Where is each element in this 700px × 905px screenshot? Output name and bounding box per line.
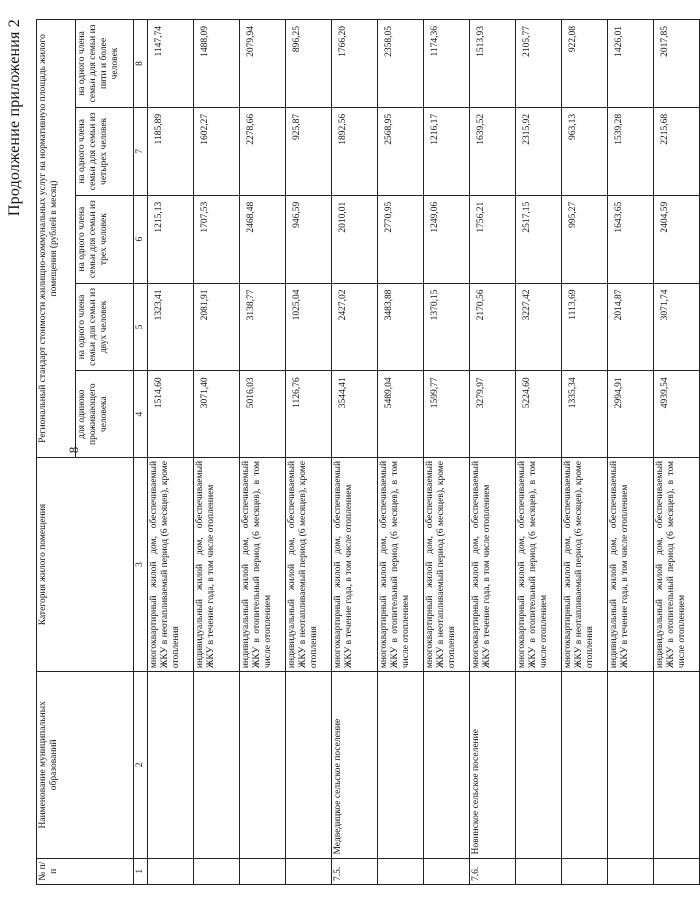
- row-value: 925,87: [285, 107, 331, 195]
- row-value: 2994,91: [607, 371, 653, 458]
- row-category: индивидуальный жилой дом, обеспечиваемый ЖКУ в отопительный период (6 месяцев), в том числе отоплением: [653, 457, 699, 671]
- row-number: [193, 858, 239, 884]
- row-value: 1323,41: [147, 283, 193, 371]
- row-number: [377, 858, 423, 884]
- table-row: [423, 20, 469, 885]
- row-category: многоквартирный жилой дом, обеспечиваемый ЖКУ в неотапливаемый период (6 месяцев), кроме отопления: [147, 457, 193, 671]
- row-value: 922,08: [561, 20, 607, 108]
- row-value: 1599,77: [423, 371, 469, 458]
- row-number: [561, 858, 607, 884]
- table-row: [147, 20, 193, 885]
- row-value: 2315,92: [515, 107, 561, 195]
- row-value: 1426,01: [607, 20, 653, 108]
- row-municipality: [239, 672, 285, 858]
- row-value: 2358,05: [377, 20, 423, 108]
- header-no: № п/п: [37, 858, 134, 884]
- row-value: 896,25: [285, 20, 331, 108]
- row-value: 1892,56: [331, 107, 377, 195]
- row-value: 1335,34: [561, 371, 607, 458]
- row-municipality: [607, 672, 653, 858]
- row-value: 5489,04: [377, 371, 423, 458]
- appendix-subtitle: Продолжение приложения 2: [6, 19, 23, 217]
- row-value: 1766,20: [331, 20, 377, 108]
- row-value: 1216,17: [423, 107, 469, 195]
- row-value: 2010,01: [331, 195, 377, 283]
- row-value: 1756,21: [469, 195, 515, 283]
- row-value: 2170,56: [469, 283, 515, 371]
- row-value: 2017,85: [653, 20, 699, 108]
- row-value: 1370,15: [423, 283, 469, 371]
- row-value: 2770,95: [377, 195, 423, 283]
- table-row: [561, 20, 607, 885]
- index-cell: 6: [134, 195, 148, 283]
- row-municipality: [147, 672, 193, 858]
- row-category: многоквартирный жилой дом, обеспечиваемый ЖКУ в неотапливаемый период (6 месяцев), кроме отопления: [561, 457, 607, 671]
- row-value: 5224,60: [515, 371, 561, 458]
- row-value: 2568,95: [377, 107, 423, 195]
- row-value: 1215,13: [147, 195, 193, 283]
- row-number: [653, 858, 699, 884]
- table-row: [239, 20, 285, 885]
- row-category: многоквартирный жилой дом, обеспечиваемый ЖКУ в течение года, в том числе отоплением: [331, 457, 377, 671]
- row-number: 7.5.: [331, 858, 377, 884]
- row-value: 2215,68: [653, 107, 699, 195]
- row-municipality: [653, 672, 699, 858]
- row-value: 1602,27: [193, 107, 239, 195]
- table-row: [331, 20, 377, 885]
- row-municipality: [561, 672, 607, 858]
- header-sub-1: для одиноко проживающего человека: [76, 371, 134, 458]
- header-sub-4: на одного члена семьи для семьи из четырех человек: [76, 107, 134, 195]
- row-value: 3071,74: [653, 283, 699, 371]
- row-value: 3279,97: [469, 371, 515, 458]
- row-value: 3138,77: [239, 283, 285, 371]
- row-municipality: [423, 672, 469, 858]
- row-value: 1643,65: [607, 195, 653, 283]
- row-value: 1185,89: [147, 107, 193, 195]
- table-row: [377, 20, 423, 885]
- row-value: 1513,93: [469, 20, 515, 108]
- table-row: [607, 20, 653, 885]
- row-value: 2014,87: [607, 283, 653, 371]
- row-category: индивидуальный жилой дом, обеспечиваемый ЖКУ в неотапливаемый период (6 месяцев), кроме отопления: [285, 457, 331, 671]
- row-number: [239, 858, 285, 884]
- row-value: 1147,74: [147, 20, 193, 108]
- row-value: 2081,91: [193, 283, 239, 371]
- row-value: 3071,40: [193, 371, 239, 458]
- row-value: 5016,03: [239, 371, 285, 458]
- header-category: Категория жилого помещения: [37, 457, 134, 671]
- row-value: 2468,48: [239, 195, 285, 283]
- row-value: 1025,04: [285, 283, 331, 371]
- row-municipality: [515, 672, 561, 858]
- row-municipality: [377, 672, 423, 858]
- row-value: 946,59: [285, 195, 331, 283]
- index-cell: 8: [134, 20, 148, 108]
- row-value: 2517,15: [515, 195, 561, 283]
- page-number: 8: [66, 446, 81, 454]
- row-value: 1514,60: [147, 371, 193, 458]
- row-category: многоквартирный жилой дом, обеспечиваемый ЖКУ в течение года, в том числе отоплением: [469, 457, 515, 671]
- row-value: 1539,28: [607, 107, 653, 195]
- row-number: [515, 858, 561, 884]
- row-category: многоквартирный жилой дом, обеспечиваемый ЖКУ в отопительный период (6 месяцев), в том числе отоплением: [377, 457, 423, 671]
- row-number: [147, 858, 193, 884]
- table-row: [193, 20, 239, 885]
- row-number: [285, 858, 331, 884]
- row-value: 1488,09: [193, 20, 239, 108]
- header-sub-3: на одного члена семьи для семьи из трех человек: [76, 195, 134, 283]
- index-cell: 4: [134, 371, 148, 458]
- row-value: 4939,54: [653, 371, 699, 458]
- row-value: 3483,88: [377, 283, 423, 371]
- row-value: 1174,36: [423, 20, 469, 108]
- row-municipality: Медведицкое сельское поселение: [331, 672, 377, 858]
- index-row: [134, 20, 148, 885]
- standards-table: [36, 19, 700, 885]
- row-value: 963,13: [561, 107, 607, 195]
- table-row: [285, 20, 331, 885]
- row-value: 1707,53: [193, 195, 239, 283]
- row-category: индивидуальный жилой дом, обеспечиваемый ЖКУ в течение года, в том числе отоплением: [607, 457, 653, 671]
- header-standard: Региональный стандарт стоимости жилищно-коммунальных услуг на нормативную площадь жилого помещения (рублей в месяц): [37, 20, 76, 458]
- row-municipality: Новинское сельское поселение: [469, 672, 515, 858]
- row-municipality: [193, 672, 239, 858]
- row-number: [423, 858, 469, 884]
- index-cell: 1: [134, 858, 148, 884]
- row-value: 2404,59: [653, 195, 699, 283]
- row-category: индивидуальный жилой дом, обеспечиваемый ЖКУ в течение года, в том числе отоплением: [193, 457, 239, 671]
- row-value: 2427,02: [331, 283, 377, 371]
- row-municipality: [285, 672, 331, 858]
- row-value: 3227,42: [515, 283, 561, 371]
- table-row: [515, 20, 561, 885]
- row-number: [607, 858, 653, 884]
- index-cell: 2: [134, 672, 148, 858]
- index-cell: 3: [134, 457, 148, 671]
- row-number: 7.6.: [469, 858, 515, 884]
- header-sub-5: на одного члена семьи для семьи из пяти и более человек: [76, 20, 134, 108]
- row-category: индивидуальный жилой дом, обеспечиваемый ЖКУ в отопительный период (6 месяцев), в том числе отоплением: [239, 457, 285, 671]
- header-municipality: Наименование муниципальных образований: [37, 672, 134, 858]
- row-category: многоквартирный жилой дом, обеспечиваемый ЖКУ в неотапливаемый период (6 месяцев), кроме отопления: [423, 457, 469, 671]
- header-sub-2: на одного члена семьи для семьи из двух человек: [76, 283, 134, 371]
- row-value: 3544,41: [331, 371, 377, 458]
- row-value: 2079,94: [239, 20, 285, 108]
- table-row: [469, 20, 515, 885]
- index-cell: 7: [134, 107, 148, 195]
- row-value: 1113,69: [561, 283, 607, 371]
- index-cell: 5: [134, 283, 148, 371]
- row-value: 995,27: [561, 195, 607, 283]
- row-value: 1249,06: [423, 195, 469, 283]
- row-value: 1639,52: [469, 107, 515, 195]
- row-value: 2278,66: [239, 107, 285, 195]
- row-category: многоквартирный жилой дом, обеспечиваемый ЖКУ в отопительный период (6 месяцев), в том числе отоплением: [515, 457, 561, 671]
- row-value: 1126,76: [285, 371, 331, 458]
- table-row: [653, 20, 699, 885]
- row-value: 2105,77: [515, 20, 561, 108]
